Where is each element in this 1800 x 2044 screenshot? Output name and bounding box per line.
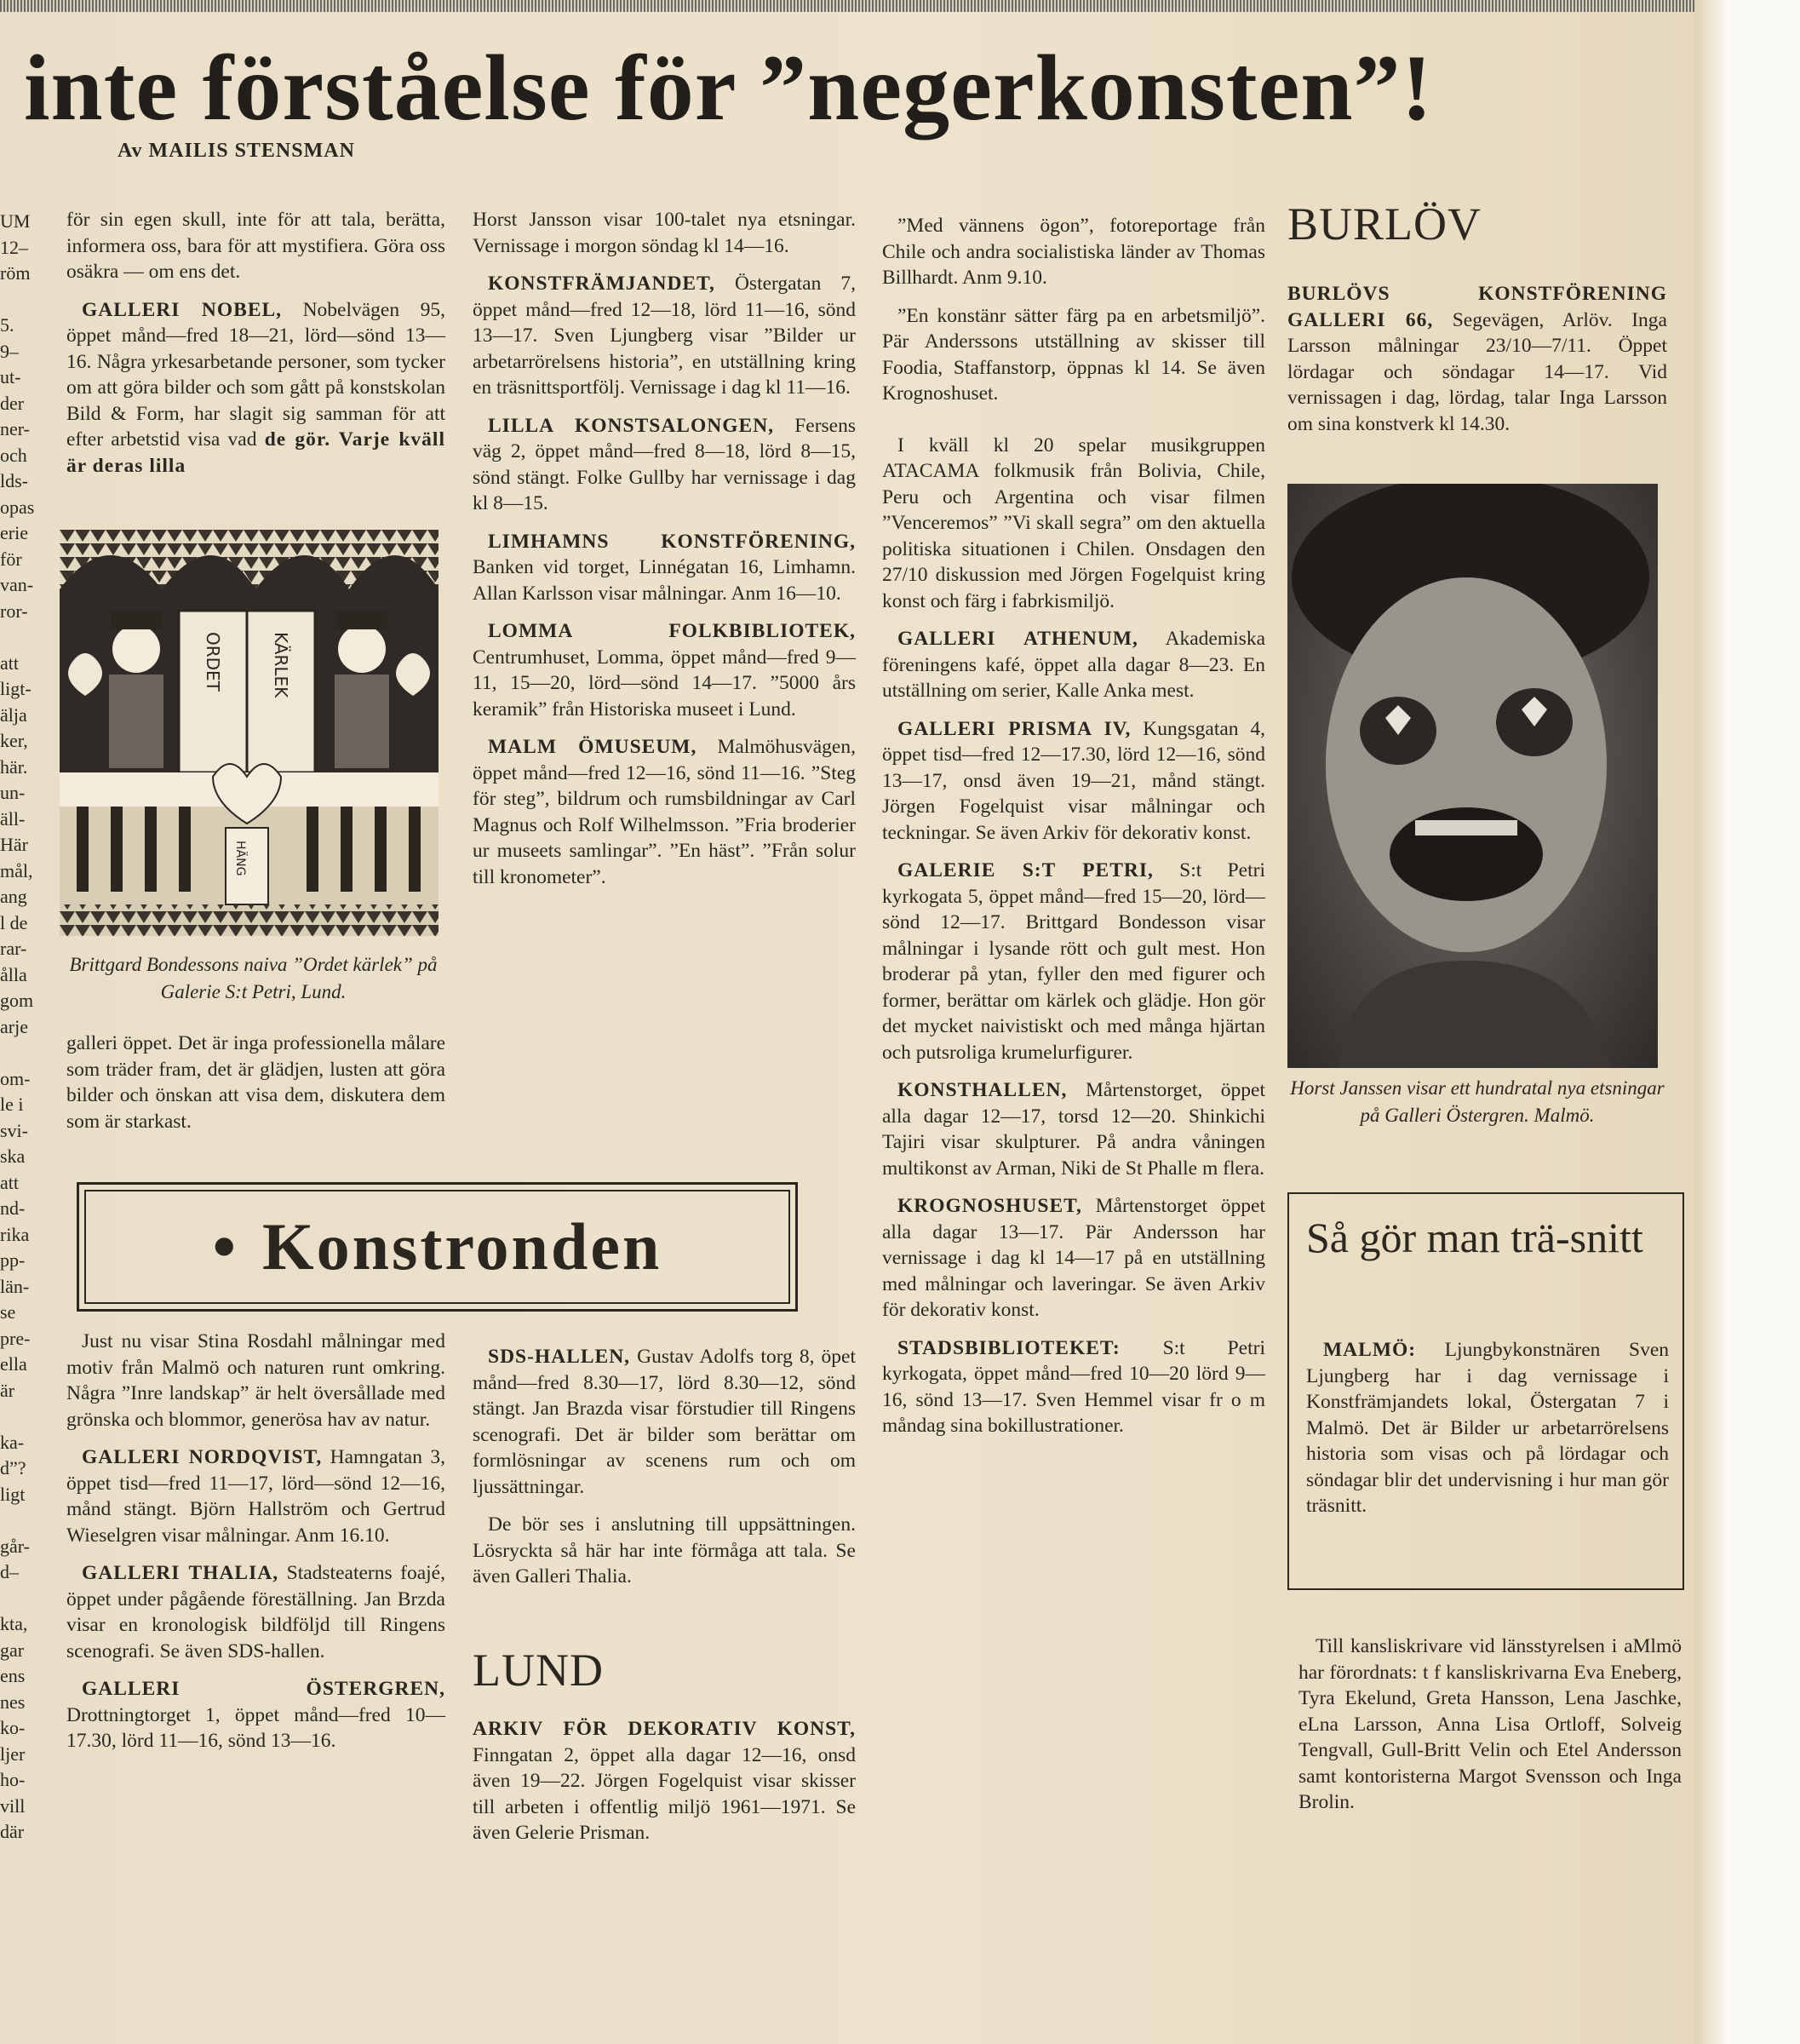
fragment-line: van- — [0, 574, 34, 595]
illus-word-hang: HÄNG — [233, 841, 247, 876]
fragment-line: opas — [0, 496, 35, 518]
listing-lomma-folkbibliotek — [473, 618, 856, 722]
konstronden-column-1 — [66, 1329, 445, 1766]
fragment-line — [0, 1507, 39, 1534]
illus-word-ordet: ORDET — [203, 632, 223, 692]
listing-konsthallen — [882, 1077, 1265, 1181]
listing-text: Gustav Adolfs torg 8, öpet månd—fred 8.30—17, lörd 8.30—12, sönd stängt. Jan Brazda visar förstudier till Ringens scenografi. Det är bilder som berättar om formlösningar av scenens rum och om ljussättningar. — [473, 1346, 856, 1498]
fragment-line: ker, — [0, 730, 28, 751]
listing-name: MALM ÖMUSEUM, — [488, 736, 697, 758]
fragment-line: ella — [0, 1353, 27, 1375]
listing-arkiv-for-dekorativ-konst — [473, 1716, 856, 1846]
fragment-line: ens — [0, 1665, 26, 1686]
fragment-line: Här — [0, 834, 28, 855]
fragment-line: d”? — [0, 1457, 26, 1478]
burlov-column — [1287, 281, 1667, 449]
listing-galerie-st-petri — [882, 858, 1265, 1065]
fragment-line: röm — [0, 262, 31, 284]
listing-name: GALLERI ATHENUM, — [897, 628, 1138, 650]
fragment-line: der — [0, 392, 25, 414]
column-1-continued — [66, 1031, 445, 1146]
lund-column — [473, 1716, 856, 1858]
fragment-line: 9– — [0, 340, 19, 362]
listing-galleri-ostergren — [66, 1676, 445, 1754]
fragment-line: svi- — [0, 1119, 28, 1141]
fragment-line — [0, 1040, 39, 1066]
fragment-line: se — [0, 1301, 16, 1323]
listing-bold-text: de gör. Varje kväll är deras lilla — [66, 428, 445, 477]
paper-edge — [1694, 0, 1728, 2044]
listing-text: Malmöhusvägen, öppet månd—fred 12—16, sönd 11—16. ”Steg för steg”, bildrum och rumsbildningar av Carl Magnus och Rolf Wilhelmsson. ”Fria broderier ur museets samlingar”. ”En häst”. ”Från solur till kronometer”. — [473, 736, 856, 888]
fragment-line: le i — [0, 1094, 24, 1115]
fragment-line: nes — [0, 1691, 26, 1713]
fragment-line: och — [0, 444, 27, 466]
column-2 — [473, 207, 856, 902]
listing-name: GALLERI ÖSTERGREN, — [82, 1678, 445, 1700]
listing-name: SDS-HALLEN, — [488, 1346, 631, 1368]
section-head-lund: LUND — [473, 1645, 604, 1696]
box-title: Så gör man trä-snitt — [1306, 1214, 1643, 1261]
paragraph: galleri öppet. Det är inga professionella målare som träder fram, det är glädjen, lusten att göra bilder och önskan att visa dem, diskutera dem som är starkast. — [66, 1032, 445, 1133]
fragment-line: län- — [0, 1275, 30, 1297]
column-1 — [66, 207, 445, 491]
fragment-line: går- — [0, 1535, 30, 1557]
column-3 — [882, 213, 1265, 1451]
fragment-line: 12– — [0, 236, 28, 258]
illus-word-karlek: KÄRLEK — [271, 632, 291, 698]
listing-name: GALLERI THALIA, — [82, 1562, 279, 1584]
fragment-line: att — [0, 1171, 19, 1193]
fragment-line: är — [0, 1379, 15, 1401]
listing-text: Östergatan 7, öppet månd—fred 12—18, lörd 11—16, sönd 13—17. Sven Ljungberg visar ”Bilder ur arbetarrörelsens historia”, en utställning kring en träsnittsportfölj. Vernissage i dag kl 11—16. — [473, 273, 856, 399]
left-fragment-column — [0, 209, 39, 1846]
paragraph: ”En konstänr sätter färg pa en arbetsmiljö”. Pär Anderssons utställning av skisser till Foodia, Staffanstorp, öppnas kl 14. Se även Krognoshuset. — [882, 304, 1265, 405]
fragment-line: för — [0, 548, 22, 570]
konstronden-title-box — [77, 1182, 798, 1312]
headline: inte förståelse för ”negerkonsten”! — [24, 36, 1434, 140]
box-text-body: Ljungbykonstnären Sven Ljungberg har i dag vernissage i Konstfrämjandets lokal, Östergatan 7 i Malmö. Det är Bilder ur arbetarrörelsens historia som visas och på lördagar och söndagar blir det undervisning i hur man gör träsnitt. — [1306, 1339, 1669, 1517]
listing-galleri-nobel — [66, 297, 445, 479]
listing-text: Kungsgatan 4, öppet tisd—fred 12—17.30, lörd 12—16, sönd 13—17, onsd även 19—21, månd stängt. Jörgen Fogelquist visar målningar och teckningar. Se även Arkiv för dekorativ konst. — [882, 717, 1265, 844]
fragment-line: att — [0, 652, 19, 674]
fragment-line: ska — [0, 1145, 26, 1167]
listing-sds-hallen — [473, 1344, 856, 1500]
listing-name: BURLÖVS KONSTFÖRENING GALLERI 66, — [1287, 283, 1667, 331]
paragraph: ”Med vännens ögon”, fotoreportage från Chile och andra socialistiska länder av Thomas Billhardt. Anm 9.10. — [882, 215, 1265, 289]
listing-lilla-konstsalongen — [473, 413, 856, 517]
listing-galleri-nordqvist — [66, 1444, 445, 1548]
paragraph: Just nu visar Stina Rosdahl målningar med motiv från Malmö och naturen runt omkring. Några ”Inre landskap” är helt översållade med grönska och blommor, generösa hav av natur. — [66, 1330, 445, 1431]
fragment-line: d– — [0, 1561, 19, 1582]
fragment-line: ner- — [0, 418, 30, 439]
fragment-line: un- — [0, 782, 26, 803]
listing-malmomuseum — [473, 734, 856, 890]
listing-text: Mårtenstorget öppet alla dagar 13—17. Pär Andersson har vernissage i dag kl 14—17 på en utställning med målningar och laveringar. Se även Arkiv för dekorativ konst. — [882, 1195, 1265, 1321]
listing-galleri-athenum — [882, 626, 1265, 704]
portrait-photo-horst-janssen — [1287, 484, 1658, 1068]
byline: Av MAILIS STENSMAN — [118, 140, 355, 162]
fragment-line: om- — [0, 1067, 31, 1089]
listing-text: Segevägen, Arlöv. Inga Larsson målningar 23/10—7/11. Öppet lördagar och söndagar 14—17. Vid vernissagen i dag, lördag, talar Inga Larsson om sina konstverk kl 14.30. — [1287, 308, 1667, 435]
listing-text: Centrumhuset, Lomma, öppet månd—fred 9—11, 15—20, lörd—sönd 14—17. ”5000 års keramik” från Historiska museet i Lund. — [473, 646, 856, 721]
listing-name: LIMHAMNS KONSTFÖRENING, — [488, 530, 856, 553]
listing-name: KONSTHALLEN, — [897, 1079, 1068, 1101]
photo-caption: Horst Janssen visar ett hundratal nya etsningar på Galleri Östergren. Malmö. — [1290, 1077, 1665, 1126]
fragment-line: där — [0, 1821, 25, 1842]
fragment-line: arje — [0, 1015, 28, 1037]
paragraph: Horst Jansson visar 100-talet nya etsningar. Vernissage i morgon söndag kl 14—16. — [473, 209, 856, 257]
section-head-burlov: BURLÖV — [1287, 198, 1482, 250]
intro-paragraph: för sin egen skull, inte för att tala, berätta, informera oss, bara för att mystifiera. Göra oss osäkra — om ens det. — [66, 209, 445, 283]
fragment-line: ka- — [0, 1431, 25, 1453]
listing-galleri-thalia — [66, 1560, 445, 1664]
section-title-konstronden: Konstronden — [261, 1209, 662, 1283]
fragment-line: pre- — [0, 1327, 31, 1349]
konstronden-column-2 — [473, 1344, 856, 1602]
box-text-name: MALMÖ: — [1323, 1339, 1417, 1361]
listing-stadsbiblioteket — [882, 1335, 1265, 1439]
portrait-face-graphic — [1287, 484, 1658, 1068]
fragment-line: ljer — [0, 1743, 26, 1765]
fragment-line: ålla — [0, 963, 27, 985]
fragment-line: pp- — [0, 1249, 26, 1271]
box-text — [1306, 1337, 1669, 1519]
fragment-line: äll- — [0, 807, 26, 830]
listing-text: Finngatan 2, öppet alla dagar 12—16, onsd även 19—22. Jörgen Fogelquist visar skisser till arbeten i offentlig miljö 1961—1971. Se även Gelerie Prisman. — [473, 1743, 856, 1844]
top-border-strip — [0, 0, 1694, 12]
fragment-line: ko- — [0, 1717, 26, 1738]
paragraph: I kväll kl 20 spelar musikgruppen ATACAMA folkmusik från Bolivia, Chile, Peru och Argentina och visar filmen ”Venceremos” ”Vi skall segra” om den aktuella politiska situationen i Chilen. Onsdagen den 27/10 diskussion med Jörgen Fogelquist kring konst och färg i fabrkismiljö. — [882, 433, 1265, 612]
fragment-line: ligt- — [0, 678, 32, 699]
fragment-line — [0, 1586, 39, 1612]
listing-name: KONSTFRÄMJANDET, — [488, 273, 715, 295]
fragment-line — [0, 1404, 39, 1430]
fragment-line: erie — [0, 522, 28, 543]
listing-text: Drottningtorget 1, öppet månd—fred 10—17.30, lörd 11—16, sönd 13—16. — [66, 1703, 445, 1752]
listing-burlovs-konstforening — [1287, 281, 1667, 437]
listing-text: Hamngatan 3, öppet tisd—fred 11—17, lörd—sönd 12—16, månd stängt. Björn Hallström och Gertrud Wieselgren visar målningar. Anm 16.10. — [66, 1446, 445, 1547]
listing-name: LILLA KONSTSALONGEN, — [488, 414, 775, 437]
fragment-line — [0, 287, 39, 313]
listing-name: GALLERI NOBEL, — [82, 298, 283, 321]
paragraph: De bör ses i anslutning till uppsättningen. Lösryckta så här har inte förmåga att tala. Se även Galleri Thalia. — [473, 1513, 856, 1588]
listing-konstframjandet — [473, 271, 856, 401]
listing-name: GALLERI NORDQVIST, — [82, 1446, 323, 1468]
listing-name: GALLERI PRISMA IV, — [897, 717, 1132, 740]
trasnitt-box — [1287, 1192, 1684, 1590]
fragment-line: nd- — [0, 1197, 26, 1219]
fragment-line: mål, — [0, 859, 33, 881]
ordet-karlek-illustration — [60, 530, 439, 936]
listing-text: Fersens väg 2, öppet månd—fred 8—18, lörd 8—15, sönd stängt. Folke Gullby har vernissage i dag kl 8—15. — [473, 414, 856, 514]
listing-name: LOMMA FOLKBIBLIOTEK, — [488, 620, 856, 642]
listing-limhamns-konstforening — [473, 529, 856, 607]
fragment-line: rar- — [0, 938, 27, 959]
listing-krognoshuset — [882, 1193, 1265, 1323]
fragment-line: älja — [0, 703, 27, 726]
listing-text: Banken vid torget, Linnégatan 16, Limhamn. Allan Karlsson visar målningar. Anm 16—10. — [473, 556, 856, 605]
fragment-line: rika — [0, 1223, 30, 1245]
fragment-line: kta, — [0, 1613, 28, 1634]
fragment-line: 5. — [0, 314, 14, 336]
illustration-caption: Brittgard Bondessons naiva ”Ordet kärlek” på Galerie S:t Petri, Lund. — [69, 954, 438, 1002]
notice-paragraph: Till kansliskrivare vid länsstyrelsen i aMlmö har förordnats: t f kansliskrivarna Eva Eneberg, Tyra Ekelund, Greta Hansson, Lena Jaschke, eLna Larsson, Anna Lisa Ortloff, Solveig Tengvall, Gull-Britt Velin och Etel Andersson samt kontoristerna Margot Svensson och Inga Brolin. — [1298, 1635, 1682, 1813]
listing-text: S:t Petri kyrkogata 5, öppet månd—fred 15—20, lörd—sönd 12—17. Brittgard Bondesson visar målningar i lysande rött och gult mest. Hon broderar på ytan, fyller den med figurer och former, berättar om kärlek och glädje. Hon gör det mycket naivistiskt och med många hjärtan och putsroliga krumelurfigurer. — [882, 859, 1265, 1064]
listing-name: KROGNOSHUSET, — [897, 1195, 1082, 1217]
listing-text: Nobelvägen 95, öppet månd—fred 18—21, lörd—sönd 13—16. Några yrkesarbetande personer, som tycker om att göra bilder och som gått på konstskolan Bild & Form, har slagit sig samman för att efter arbetstid visa vad — [66, 298, 445, 451]
fragment-line: här. — [0, 755, 28, 778]
fragment-line: lds- — [0, 470, 28, 491]
fragment-line: ut- — [0, 366, 21, 388]
fragment-line: ho- — [0, 1769, 26, 1790]
fragment-line: l de — [0, 911, 28, 933]
bullet-icon: • — [212, 1209, 238, 1283]
listing-name: ARKIV FÖR DEKORATIV KONST, — [473, 1718, 856, 1740]
fragment-line: vill — [0, 1794, 26, 1817]
fragment-line: ang — [0, 886, 27, 907]
listing-text: Stadsteaterns foajé, öppet under pågående föreställning. Jan Brzda visar en kronologisk bildföljd till Ringens scenografi. Se även SDS-hallen. — [66, 1562, 445, 1662]
fragment-line: UM — [0, 210, 31, 232]
listing-text: Mårtenstorget, öppet alla dagar 12—17, torsd 12—20. Shinkichi Tajiri visar skulpturer. På andra våningen multikonst av Arman, Niki de St Phalle m flera. — [882, 1079, 1265, 1180]
konstronden-title-inner — [84, 1190, 790, 1304]
fragment-line: gar — [0, 1639, 25, 1661]
listing-text: Akademiska föreningens kafé, öppet alla dagar 8—23. En utställning om serier, Kalle Anka mest. — [882, 628, 1265, 702]
fragment-line: gom — [0, 990, 34, 1011]
listing-name: GALERIE S:T PETRI, — [897, 859, 1154, 881]
listing-name: STADSBIBLIOTEKET: — [897, 1336, 1121, 1359]
listing-galleri-prisma — [882, 716, 1265, 847]
fragment-line: ror- — [0, 600, 28, 622]
fragment-line: ligt — [0, 1483, 26, 1505]
fragment-line — [0, 624, 39, 651]
listing-text: S:t Petri kyrkogata, öppet månd—fred 10—20 lörd 9—16, sönd 13—17. Sven Hemmel visar fr o m måndag sina bokillustrationer. — [882, 1336, 1265, 1437]
